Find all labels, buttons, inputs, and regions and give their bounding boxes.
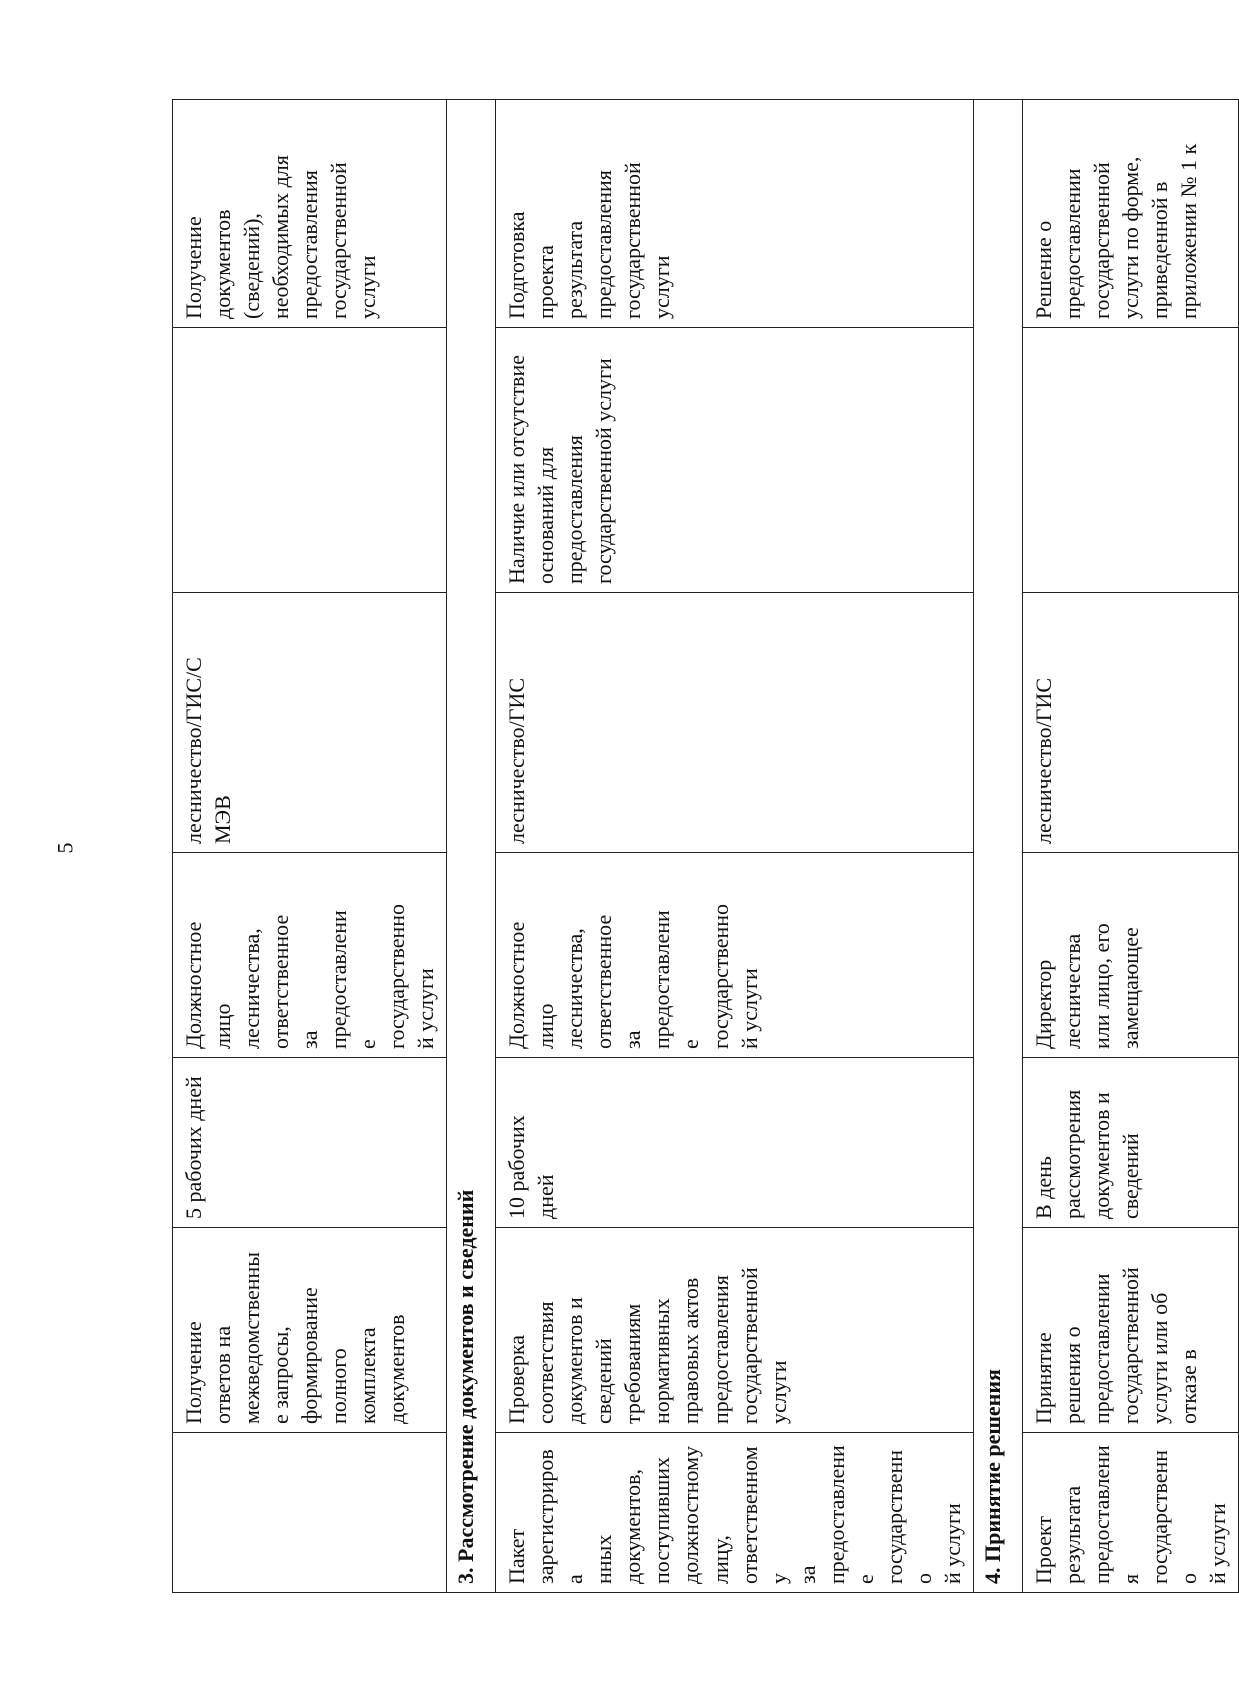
table-cell: Директор лесничества или лицо, его замещающее	[1022, 853, 1238, 1058]
table-cell: лесничество/ГИС	[496, 593, 974, 853]
table-cell	[173, 328, 447, 593]
section-title: 3. Рассмотрение документов и сведений	[447, 100, 496, 1593]
section-title: 4. Принятие решения	[973, 100, 1022, 1593]
table-cell: Пакет зарегистрирова нных документов, поступивших должностному лицу, ответственному за предоставление государственно й услуги	[496, 1433, 974, 1593]
table-cell: Наличие или отсутствие оснований для предоставления государственной услуги	[496, 328, 974, 593]
table-cell: 10 рабочих дней	[496, 1058, 974, 1228]
table-row	[496, 100, 974, 1593]
rotated-table-frame	[172, 100, 1230, 1593]
table-cell: 5 рабочих дней	[173, 1058, 447, 1228]
table-row	[1022, 100, 1238, 1593]
table-cell: Принятие решения о предоставлении государственной услуги или об отказе в	[1022, 1228, 1238, 1433]
table-cell: Должностное лицо лесничества, ответственное за предоставлени е государственно й услуги	[496, 853, 974, 1058]
table-cell	[173, 1433, 447, 1593]
table-cell: В день рассмотрения документов и сведений	[1022, 1058, 1238, 1228]
section-header-row	[973, 100, 1022, 1593]
table-cell: Должностное лицо лесничества, ответственное за предоставлени е государственно й услуги	[173, 853, 447, 1058]
table-cell: Решение о предоставлении государственной услуги по форме, приведенной в приложении № 1 к	[1022, 100, 1238, 328]
table-cell: Проект результата предоставления государственно й услуги	[1022, 1433, 1238, 1593]
table-cell: Проверка соответствия документов и сведений требованиям нормативных правовых актов предоставления государственной услуги	[496, 1228, 974, 1433]
table-cell: лесничество/ГИС	[1022, 593, 1238, 853]
table-cell: Подготовка проекта результата предоставления государственной услуги	[496, 100, 974, 328]
process-table	[172, 99, 1239, 1593]
table-cell	[1022, 328, 1238, 593]
table-cell: Получение документов (сведений), необходимых для предоставления государственной услуги	[173, 100, 447, 328]
section-header-row	[447, 100, 496, 1593]
table-cell: лесничество/ГИС/С МЭВ	[173, 593, 447, 853]
table-cell: Получение ответов на межведомственны е запросы, формирование полного комплекта документов	[173, 1228, 447, 1433]
table-row	[173, 100, 447, 1593]
page-number: 5	[52, 842, 78, 854]
process-table-container	[172, 100, 1230, 1593]
